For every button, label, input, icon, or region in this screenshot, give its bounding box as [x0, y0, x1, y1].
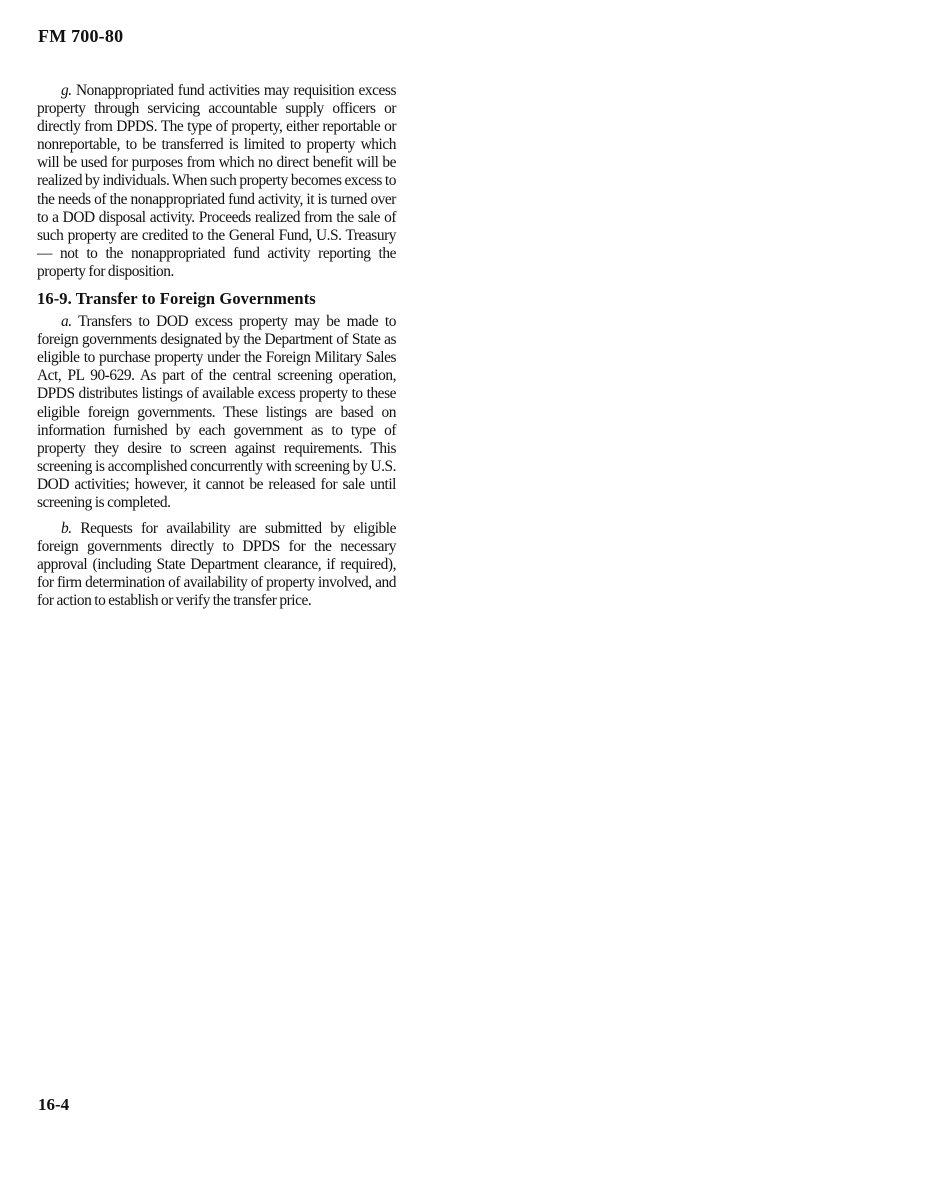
paragraph-b-text: Requests for availability are submitted by eligible foreign governments directly to DPDS for the necessary approval (including State Department clearance, if required), for firm determination of availability of property involved, and for action to establish or verify the transfer price. — [37, 520, 396, 610]
paragraph-g-lead: g. — [61, 82, 72, 99]
section-heading-16-9: 16-9. Transfer to Foreign Governments — [37, 289, 316, 309]
running-head: FM 700-80 — [38, 26, 124, 46]
paragraph-a — [37, 313, 396, 512]
paragraph-b — [37, 520, 396, 610]
paragraph-g-text: Nonappropriated fund activities may requisition excess property through servicing accountable supply officers or directly from DPDS. The type of property, either reportable or nonreportable, to be transferred is limited to property which will be used for purposes from which no direct benefit will be realized by individuals. When such property becomes excess to the needs of the nonappropriated fund activity, it is turned over to a DOD disposal activity. Proceeds realized from the sale of such property are credited to the General Fund, U.S. Treasury — not to the nonappropriated fund activity reporting the property for disposition. — [37, 82, 396, 280]
paragraph-a-text: Transfers to DOD excess property may be made to foreign governments designated by the Department of State as eligible to purchase property under the Foreign Military Sales Act, PL 90-629. As part of the central screening operation, DPDS distributes listings of available excess property to these eligible foreign governments. These listings are based on information furnished by each government as to type of property they desire to screen against requirements. This screening is accomplished concurrently with screening by U.S. DOD activities; however, it cannot be released for sale until screening is completed. — [37, 313, 396, 511]
paragraph-a-lead: a. — [61, 313, 72, 331]
paragraph-g — [37, 82, 396, 281]
page-number: 16-4 — [38, 1095, 70, 1114]
paragraph-b-lead: b. — [61, 520, 72, 538]
text-column — [37, 82, 396, 619]
